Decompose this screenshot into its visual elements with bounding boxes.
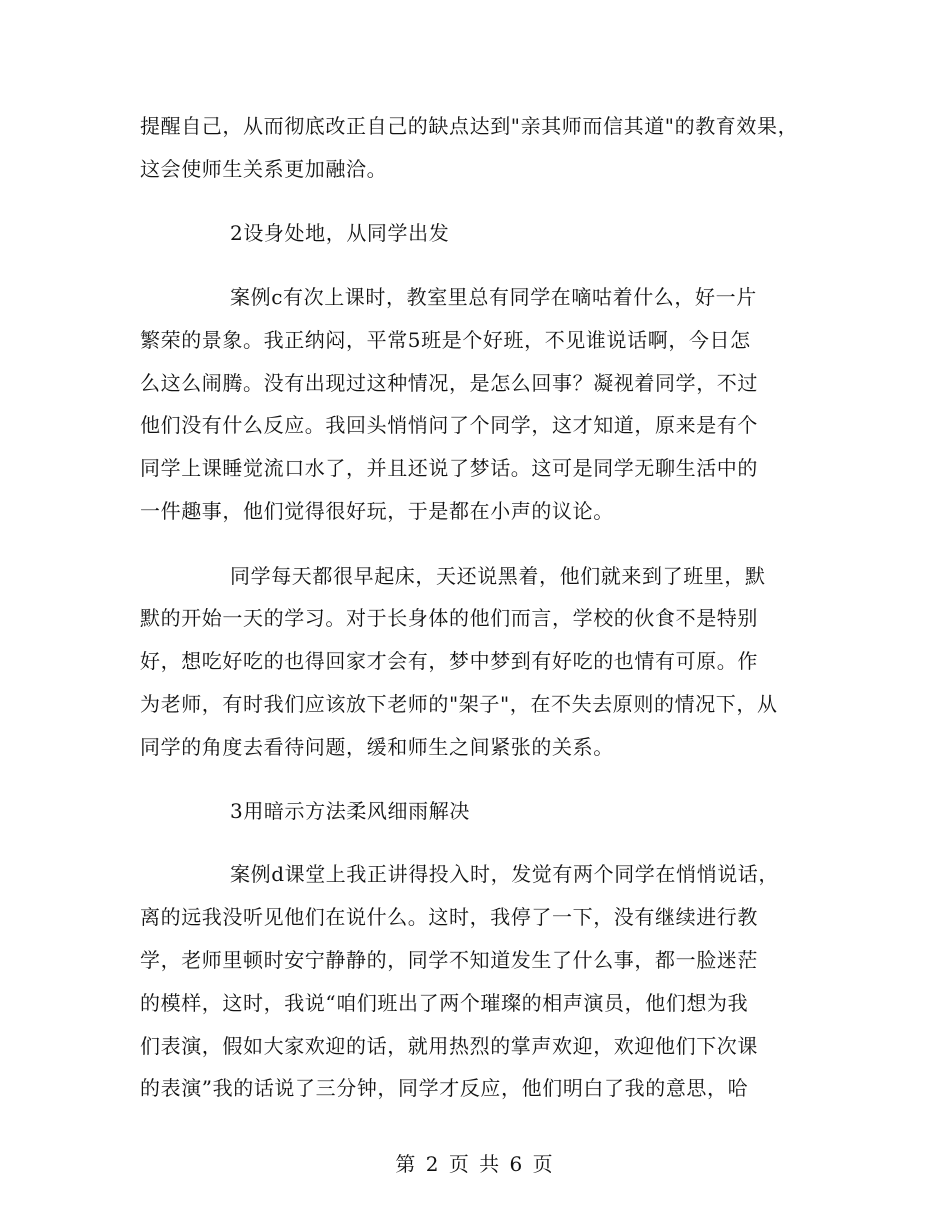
- section-heading: 3用暗示方法柔风细雨解决: [230, 799, 470, 823]
- text-line: 案例d课堂上我正讲得投入时，发觉有两个同学在悄悄说话，: [230, 862, 780, 886]
- text-line: 案例c有次上课时，教室里总有同学在嘀咕着什么，好一片: [230, 285, 757, 309]
- text-line: 的模样，这时，我说“咱们班出了两个璀璨的相声演员，他们想为我: [140, 991, 749, 1015]
- text-line: 这会使师生关系更加融洽。: [140, 157, 388, 181]
- text-line: 他们没有什么反应。我回头悄悄问了个同学，这才知道，原来是有个: [140, 413, 758, 437]
- section-heading: 2设身处地，从同学出发: [230, 221, 450, 245]
- text-line: 提醒自己，从而彻底改正自己的缺点达到"亲其师而信其道"的教育效果，: [140, 114, 799, 138]
- text-line: 繁荣的景象。我正纳闷，平常5班是个好班，不见谁说话啊，今日怎: [140, 328, 751, 352]
- text-line: 们表演，假如大家欢迎的话，就用热烈的掌声欢迎，欢迎他们下次课: [140, 1034, 758, 1058]
- text-line: 一件趣事，他们觉得很好玩，于是都在小声的议论。: [140, 499, 614, 523]
- text-line: 同学上课睡觉流口水了，并且还说了梦话。这可是同学无聊生活中的: [140, 456, 758, 480]
- page-number-footer: 第 2 页 共 6 页: [395, 1152, 555, 1176]
- text-line: 的表演”我的话说了三分钟，同学才反应，他们明白了我的意思，哈: [140, 1076, 749, 1100]
- text-line: 学，老师里顿时安宁静静的，同学不知道发生了什么事，都一脸迷茫: [140, 948, 758, 972]
- text-line: 为老师，有时我们应该放下老师的"架子"，在不失去原则的情况下，从: [140, 692, 778, 716]
- text-line: 么这么闹腾。没有出现过这种情况，是怎么回事？凝视着同学，不过: [140, 371, 758, 395]
- text-line: 默的开始一天的学习。对于长身体的他们而言，学校的伙食不是特别: [140, 606, 758, 630]
- text-line: 好，想吃好吃的也得回家才会有，梦中梦到有好吃的也情有可原。作: [140, 649, 758, 673]
- text-line: 同学每天都很早起床，天还说黑着，他们就来到了班里，默: [230, 564, 766, 588]
- text-line: 同学的角度去看待问题，缓和师生之间紧张的关系。: [140, 735, 614, 759]
- text-line: 离的远我没听见他们在说什么。这时，我停了一下，没有继续进行教: [140, 905, 758, 929]
